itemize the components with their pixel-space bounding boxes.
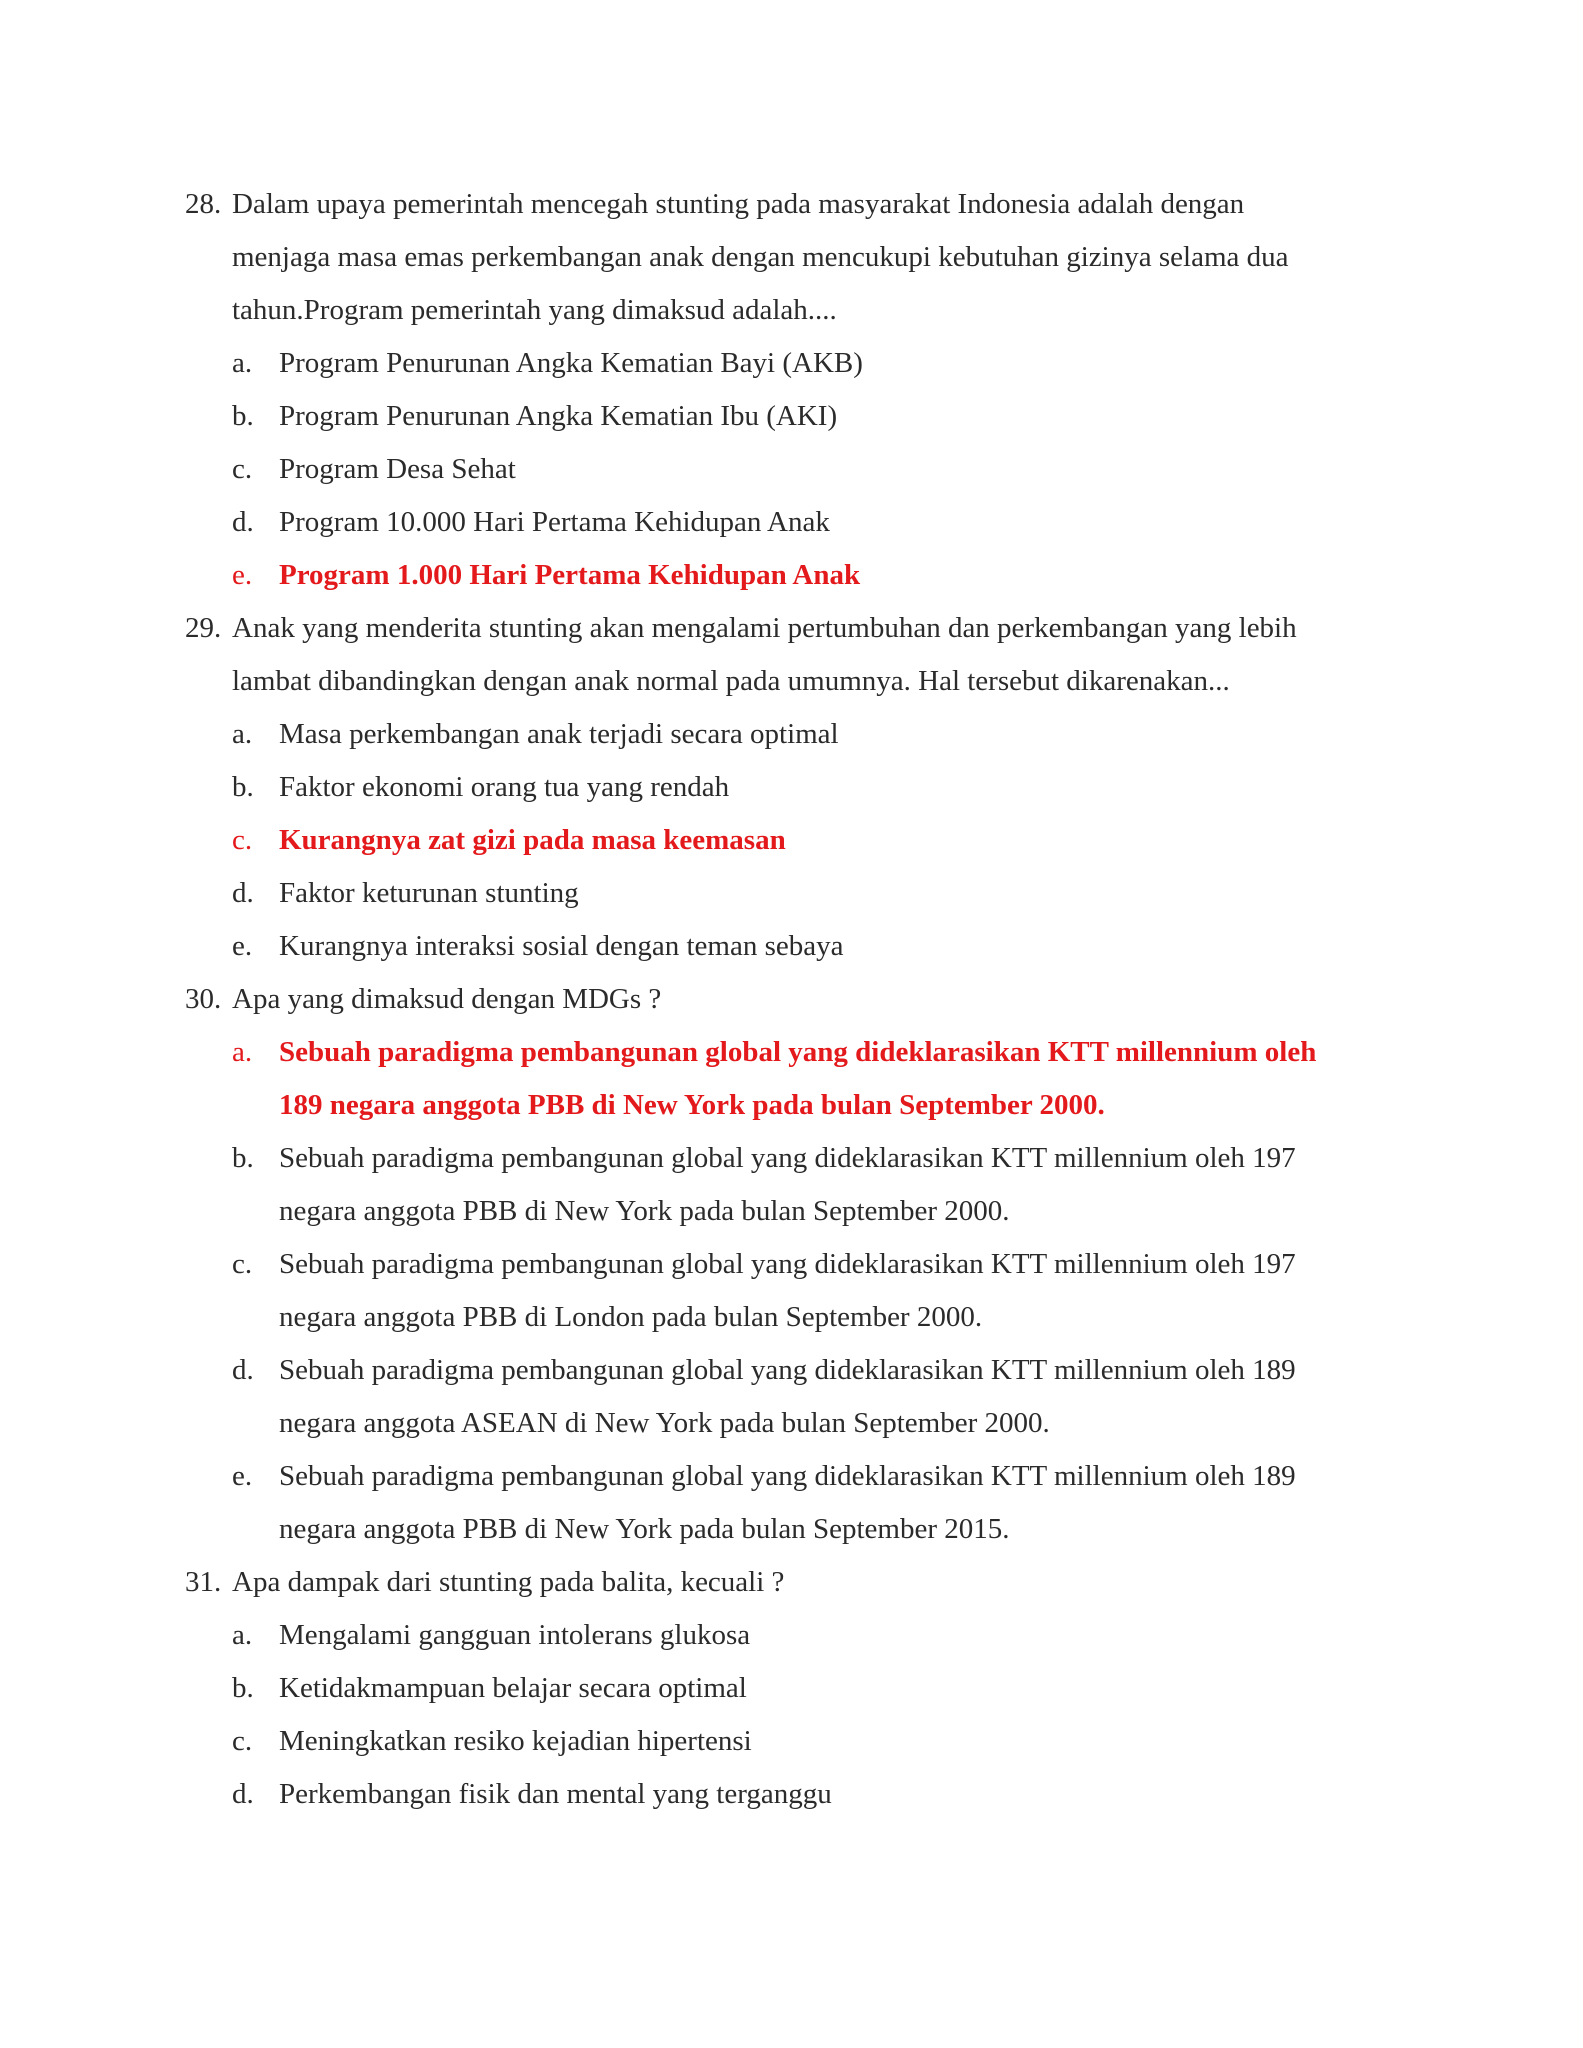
option-letter: d. [232, 1354, 254, 1386]
question-number: 28. [185, 188, 222, 220]
correct-option-text: Sebuah paradigma pembangunan global yang dideklarasikan KTT millennium oleh [279, 1036, 1317, 1068]
option-letter: b. [232, 400, 254, 432]
question-number: 30. [185, 983, 222, 1015]
correct-option-letter: c. [232, 824, 253, 856]
option-text: Ketidakmampuan belajar secara optimal [279, 1672, 747, 1704]
option-text: Program Penurunan Angka Kematian Ibu (AKI) [279, 400, 838, 432]
option-letter: a. [232, 718, 253, 750]
option-text: Meningkatkan resiko kejadian hipertensi [279, 1725, 752, 1757]
question-text-line: Apa yang dimaksud dengan MDGs ? [232, 983, 662, 1015]
option-text: Faktor ekonomi orang tua yang rendah [279, 771, 730, 803]
question-number: 29. [185, 612, 222, 644]
option-letter: b. [232, 1672, 254, 1704]
option-text: Masa perkembangan anak terjadi secara optimal [279, 718, 839, 750]
option-letter: c. [232, 1725, 253, 1757]
question-text-line: Dalam upaya pemerintah mencegah stunting pada masyarakat Indonesia adalah dengan [232, 188, 1245, 220]
option-text: negara anggota PBB di New York pada bulan September 2000. [279, 1195, 1010, 1227]
option-letter: d. [232, 1778, 254, 1810]
option-letter: d. [232, 506, 254, 538]
option-text: Sebuah paradigma pembangunan global yang dideklarasikan KTT millennium oleh 197 [279, 1142, 1296, 1174]
option-letter: c. [232, 1248, 253, 1280]
option-text: Sebuah paradigma pembangunan global yang dideklarasikan KTT millennium oleh 189 [279, 1460, 1296, 1492]
option-text: Kurangnya interaksi sosial dengan teman sebaya [279, 930, 844, 962]
option-text: Mengalami gangguan intolerans glukosa [279, 1619, 751, 1651]
question-text-line: Anak yang menderita stunting akan mengalami pertumbuhan dan perkembangan yang lebih [232, 612, 1297, 644]
option-letter: c. [232, 453, 253, 485]
option-letter: a. [232, 347, 253, 379]
option-text: Program Penurunan Angka Kematian Bayi (AKB) [279, 347, 863, 379]
option-text: Program 10.000 Hari Pertama Kehidupan Anak [279, 506, 830, 538]
option-letter: d. [232, 877, 254, 909]
question-text-line: tahun.Program pemerintah yang dimaksud adalah.... [232, 294, 837, 326]
question-text-line: menjaga masa emas perkembangan anak dengan mencukupi kebutuhan gizinya selama dua [232, 241, 1289, 273]
option-text: Sebuah paradigma pembangunan global yang dideklarasikan KTT millennium oleh 189 [279, 1354, 1296, 1386]
correct-option-text: Program 1.000 Hari Pertama Kehidupan Anak [279, 559, 861, 591]
correct-option-text: 189 negara anggota PBB di New York pada bulan September 2000. [279, 1089, 1105, 1121]
option-text: Faktor keturunan stunting [279, 877, 579, 909]
option-text: Perkembangan fisik dan mental yang terganggu [279, 1778, 832, 1810]
option-letter: a. [232, 1619, 253, 1651]
correct-option-letter: a. [232, 1036, 253, 1068]
question-text-line: lambat dibandingkan dengan anak normal pada umumnya. Hal tersebut dikarenakan... [232, 665, 1230, 697]
option-letter: e. [232, 930, 253, 962]
option-letter: b. [232, 771, 254, 803]
question-text-line: Apa dampak dari stunting pada balita, kecuali ? [232, 1566, 785, 1598]
option-text: negara anggota PBB di London pada bulan September 2000. [279, 1301, 983, 1333]
option-text: negara anggota PBB di New York pada bulan September 2015. [279, 1513, 1010, 1545]
question-number: 31. [185, 1566, 222, 1598]
option-text: negara anggota ASEAN di New York pada bulan September 2000. [279, 1407, 1050, 1439]
option-text: Sebuah paradigma pembangunan global yang dideklarasikan KTT millennium oleh 197 [279, 1248, 1296, 1280]
option-letter: b. [232, 1142, 254, 1174]
option-letter: e. [232, 1460, 253, 1492]
correct-option-letter: e. [232, 559, 253, 591]
correct-option-text: Kurangnya zat gizi pada masa keemasan [279, 824, 786, 856]
option-text: Program Desa Sehat [279, 453, 516, 485]
